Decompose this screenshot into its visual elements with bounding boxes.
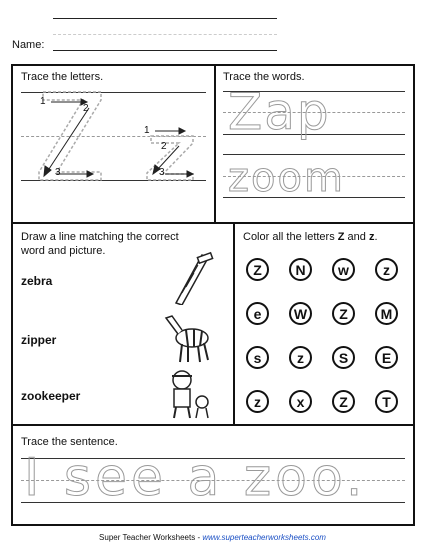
letter-circle[interactable]: s	[246, 346, 269, 369]
top-line	[53, 18, 277, 19]
letter-circle[interactable]: z	[375, 258, 398, 281]
letter-circle[interactable]: T	[375, 390, 398, 413]
matching-title-1: Draw a line matching the correct	[21, 231, 179, 243]
letter-circle[interactable]: N	[289, 258, 312, 281]
letter-circle[interactable]: Z	[246, 258, 269, 281]
zebra-picture	[158, 310, 216, 364]
color-title: Color all the letters Z and z.	[243, 231, 378, 243]
stroke-num-1: 1	[40, 96, 46, 107]
divider-row2	[11, 424, 415, 426]
zipper-picture	[162, 249, 218, 305]
letter-circle[interactable]: w	[332, 258, 355, 281]
stroke-num-4: 1	[144, 125, 150, 136]
letter-circle[interactable]: M	[375, 302, 398, 325]
name-line	[53, 50, 277, 51]
word-zipper: zipper	[21, 333, 57, 347]
footer-link[interactable]: www.superteacherworksheets.com	[202, 533, 326, 542]
letter-circle[interactable]: W	[289, 302, 312, 325]
trace-words-title: Trace the words.	[223, 71, 305, 83]
trace-sentence-text: I see a zoo.	[24, 448, 367, 508]
name-label: Name:	[12, 39, 45, 51]
word-zebra: zebra	[21, 274, 53, 288]
trace-word-zap: Zap	[228, 83, 331, 141]
zookeeper-picture	[162, 368, 216, 420]
divider-col1	[214, 64, 216, 222]
letter-circle[interactable]: E	[375, 346, 398, 369]
letter-circle[interactable]: Z	[332, 302, 355, 325]
word-zookeeper: zookeeper	[21, 389, 81, 403]
divider-row1	[11, 222, 415, 224]
big-z-outline	[39, 92, 101, 180]
trace-letters-title: Trace the letters.	[21, 71, 104, 83]
trace-sentence-title: Trace the sentence.	[21, 436, 118, 448]
letter-circle[interactable]: x	[289, 390, 312, 413]
stroke-num-5: 2	[161, 141, 167, 152]
divider-col2	[233, 222, 235, 424]
stroke-num-3: 3	[55, 167, 61, 178]
stroke-num-2: 2	[83, 103, 89, 114]
letter-circle[interactable]: Z	[332, 390, 355, 413]
letter-circle[interactable]: S	[332, 346, 355, 369]
letter-circle[interactable]: z	[246, 390, 269, 413]
footer-text: Super Teacher Worksheets -	[99, 533, 203, 542]
trace-word-zoom: zoom	[228, 155, 345, 201]
letter-circle[interactable]: e	[246, 302, 269, 325]
letter-circle[interactable]: z	[289, 346, 312, 369]
footer	[0, 533, 425, 542]
name-guide	[53, 34, 277, 35]
stroke-num-6: 3	[159, 167, 165, 178]
matching-title-2: word and picture.	[21, 245, 106, 257]
letter-z-tracing	[21, 88, 211, 188]
